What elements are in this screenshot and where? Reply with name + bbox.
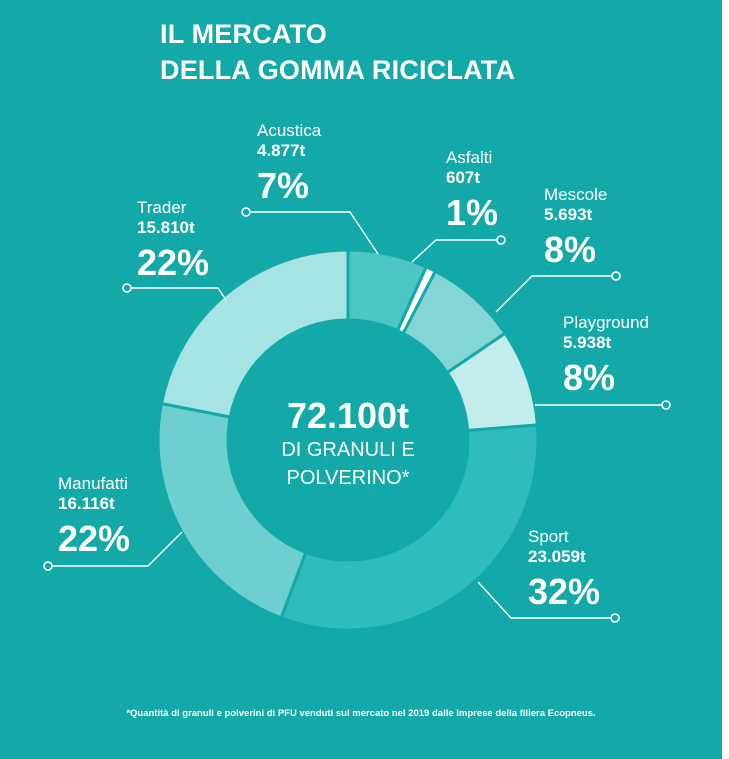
label-playground (563, 313, 649, 399)
leader-acustica-dot (242, 208, 250, 216)
donut-center-label (240, 396, 456, 492)
slice-percent: 22% (58, 518, 131, 559)
slice-percent: 22% (137, 242, 210, 283)
slice-percent: 32% (528, 571, 601, 612)
label-acustica (257, 121, 321, 207)
slice-name: Acustica (257, 121, 322, 140)
slice-tons: 15.810t (137, 218, 195, 237)
label-sport (528, 527, 600, 613)
leader-playground-dot (662, 401, 670, 409)
slice-tons: 16.116t (58, 494, 115, 513)
slice-name: Sport (528, 527, 569, 546)
leader-trader (127, 288, 226, 300)
title-line-1: IL MERCATO (160, 19, 328, 49)
slice-percent: 8% (544, 229, 597, 270)
label-trader (137, 198, 209, 284)
total-amount: 72.100t (286, 395, 410, 436)
leader-trader-dot (123, 284, 131, 292)
label-mescole (544, 185, 607, 271)
slice-name: Asfalti (446, 148, 493, 167)
slice-name: Playground (563, 313, 650, 332)
slice-tons: 4.877t (257, 141, 306, 160)
slice-name: Mescole (544, 185, 608, 204)
leader-mescole (496, 276, 616, 312)
title-line-2: DELLA GOMMA RICICLATA (160, 55, 516, 85)
leader-sport-dot (611, 614, 619, 622)
footnote: *Quantità di granuli e polverini di PFU venduti sul mercato nel 2019 dalle Imprese della filiera Ecopneus. (126, 708, 596, 719)
label-manufatti (58, 474, 130, 560)
total-caption-line-2: POLVERINO* (286, 467, 410, 489)
label-asfalti (446, 148, 498, 234)
slice-name: Trader (137, 198, 187, 217)
slice-percent: 8% (563, 357, 616, 398)
slice-percent: 7% (257, 165, 310, 206)
leader-manufatti-dot (44, 562, 52, 570)
slice-name: Manufatti (58, 474, 128, 493)
slice-percent: 1% (446, 192, 499, 233)
leader-asfalti-dot (497, 236, 505, 244)
slice-tons: 23.059t (528, 547, 586, 566)
leader-asfalti (412, 240, 501, 262)
total-caption-line-1: DI GRANULI E (281, 439, 415, 461)
leader-acustica (246, 212, 378, 254)
slice-tons: 5.693t (544, 205, 593, 224)
slice-tons: 5.938t (563, 333, 612, 352)
page-edge (722, 0, 729, 759)
leader-mescole-dot (612, 272, 620, 280)
slice-tons: 607t (446, 168, 481, 187)
